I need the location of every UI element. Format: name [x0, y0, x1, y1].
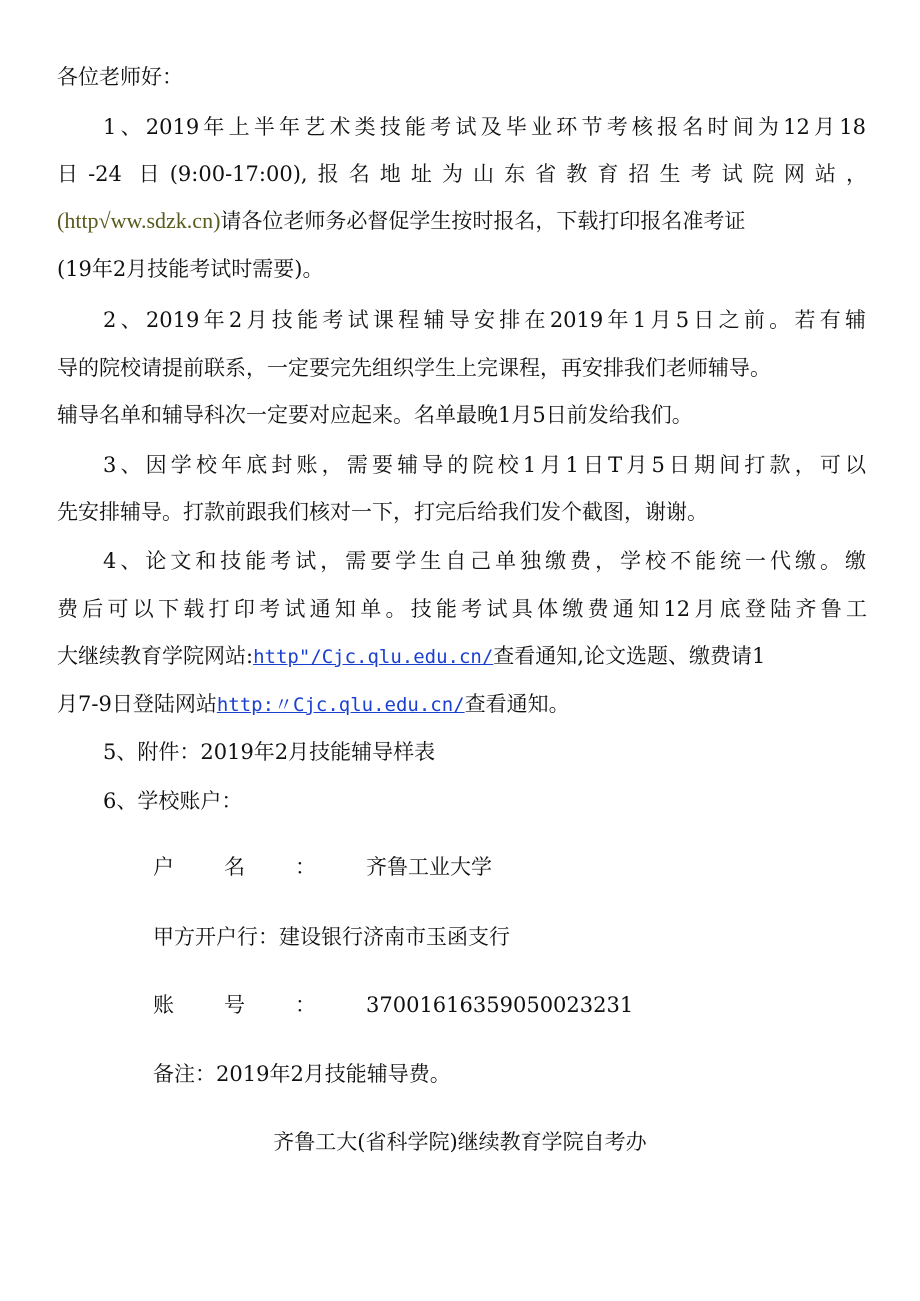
item4-line3 — [57, 641, 867, 672]
account-name-value: 齐鲁工业大学 — [366, 855, 492, 879]
item5: 5、附件：2019年2月技能辅导样表 — [103, 740, 436, 764]
cjc-link-1[interactable]: http"/Cjc.qlu.edu.cn/ — [253, 646, 494, 668]
item6: 6、学校账户： — [103, 789, 243, 813]
account-name-label: 户名： — [153, 855, 366, 879]
account-bank-label: 甲方开户行： — [153, 925, 279, 949]
item2-line1: 2、2019年2月技能考试课程辅导安排在2019年1月5日之前。若有辅 — [103, 308, 866, 332]
item3-line2: 先安排辅导。打款前跟我们核对一下，打完后给我们发个截图，谢谢。 — [57, 500, 708, 524]
account-number-row — [153, 990, 633, 1020]
item1-line4: (19年2月技能考试时需要)。 — [57, 257, 324, 281]
signature: 齐鲁工大(省科学院)继续教育学院自考办 — [273, 1130, 647, 1154]
greeting: 各位老师好： — [57, 65, 183, 89]
item3-line1: 3、因学校年底封账，需要辅导的院校1月1日T月5日期间打款，可以 — [103, 453, 866, 477]
item1-line2: 日-24 日(9:00-17:00),报名地址为山东省教育招生考试院网站， — [57, 162, 867, 186]
item1-line3-text: 请各位老师务必督促学生按时报名，下载打印报名准考证 — [220, 209, 746, 233]
account-bank-row — [153, 922, 510, 952]
item4-line2: 费后可以下载打印考试通知单。技能考试具体缴费通知12月底登陆齐鲁工 — [57, 597, 867, 621]
account-note-label: 备注： — [153, 1062, 216, 1086]
account-name-row — [153, 852, 492, 882]
item4-line4 — [57, 689, 867, 720]
sdzk-url[interactable]: (http√ww.sdzk.cn) — [57, 208, 221, 233]
account-number-label: 账号： — [153, 993, 366, 1017]
cjc-link-2[interactable]: http:〃Cjc.qlu.edu.cn/ — [216, 694, 465, 716]
item4-line4-pre: 月7-9日登陆网站 — [57, 692, 217, 716]
item4-line1: 4、论文和技能考试，需要学生自己单独缴费，学校不能统一代缴。缴 — [103, 549, 866, 573]
account-note-row — [153, 1059, 451, 1089]
item1-line1: 1、2019年上半年艺术类技能考试及毕业环节考核报名时间为12月18 — [103, 115, 866, 139]
item1-line3 — [57, 206, 867, 236]
item4-line3-post: 查看通知,论文选题、缴费请1 — [493, 644, 766, 668]
item4-line4-post: 查看通知。 — [464, 692, 570, 716]
item4-line3-pre: 大继续教育学院网站: — [57, 644, 254, 668]
item2-line3: 辅导名单和辅导科次一定要对应起来。名单最晚1月5日前发给我们。 — [57, 403, 693, 427]
account-note-value: 2019年2月技能辅导费。 — [216, 1062, 451, 1086]
account-number-value: 37001616359050023231 — [366, 993, 634, 1017]
account-bank-value: 建设银行济南市玉函支行 — [279, 925, 510, 949]
item2-line2: 导的院校请提前联系，一定要完先组织学生上完课程，再安排我们老师辅导。 — [57, 356, 771, 380]
